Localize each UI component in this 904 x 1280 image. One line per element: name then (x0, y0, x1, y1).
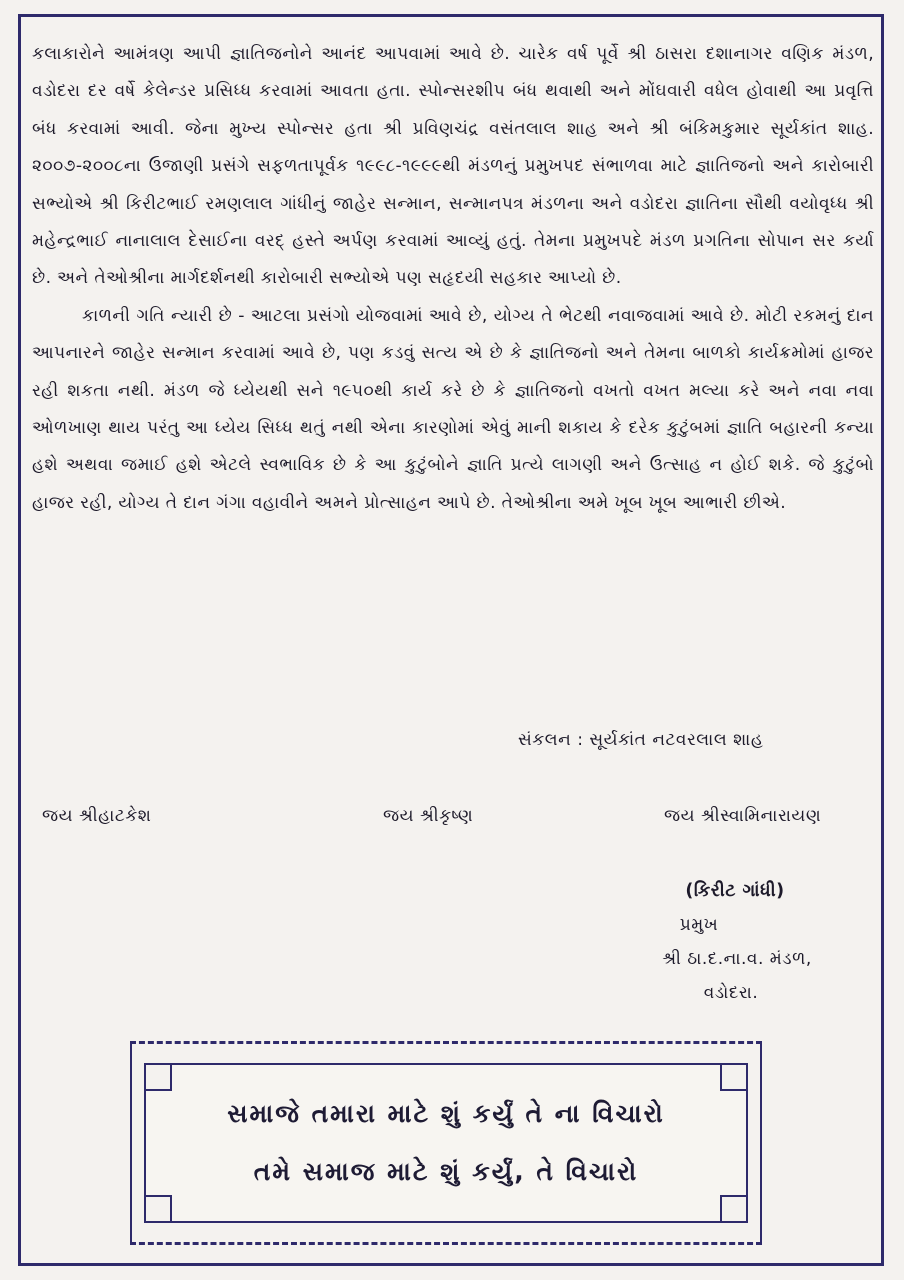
salutation-krishna: જય શ્રીકૃષ્ણ (383, 806, 474, 826)
paragraph-1: કલાકારોને આમંત્રણ આપી જ્ઞાતિજનોને આનંદ આપવામાં આવે છે. ચારેક વર્ષ પૂર્વે શ્રી ઠાસરા દશાનાગર વણિક મંડળ, વડોદરા દર વર્ષે કેલેન્ડર પ્રસિધ્ધ કરવામાં આવતા હતા. સ્પોન્સરશીપ બંધ થવાથી અને મોંઘવારી વધેલ હોવાથી આ પ્રવૃત્તિ બંધ કરવામાં આવી. જેના મુખ્ય સ્પોન્સર હતા શ્રી પ્રવિણચંદ્ર વસંતલાલ શાહ અને શ્રી બંકિમકુમાર સૂર્યકાંત શાહ. ૨૦૦૭-૨૦૦૮ના ઉજાણી પ્રસંગે સફળતાપૂર્વક ૧૯૯૮-૧૯૯૯થી મંડળનું પ્રમુખપદ સંભાળવા માટે જ્ઞાતિજનો અને કારોબારી સભ્યોએ શ્રી કિરીટભાઈ રમણલાલ ગાંધીનું જાહેર સન્માન, સન્માનપત્ર મંડળના અને વડોદરા જ્ઞાતિના સૌથી વયોવૃધ્ધ શ્રી મહેન્દ્રભાઈ નાનાલાલ દેસાઈના વરદ્ હસ્તે અર્પણ કરવામાં આવ્યું હતું. તેમના પ્રમુખપદે મંડળ પ્રગતિના સોપાન સર કર્યા છે. અને તેઓશ્રીના માર્ગદર્શનથી કારોબારી સભ્યોએ પણ સહૃદયી સહકાર આપ્યો છે. (32, 44, 874, 289)
motto-box (130, 1041, 762, 1245)
motto-line-2: તમે સમાજ માટે શું કર્યું, તે વિચારો (253, 1157, 639, 1186)
signature-block (600, 874, 870, 1010)
signatory-title: પ્રમુખ (679, 915, 719, 935)
signatory-organization: શ્રી ઠા.દ.ના.વ. મંડળ, (662, 949, 812, 969)
body-text (32, 36, 874, 522)
salutation-swaminarayan: જય શ્રીસ્વામિનારાયણ (664, 806, 822, 826)
compiler-credit: સંકલન : સૂર્યકાંત નટવરલાલ શાહ (518, 730, 764, 750)
signatory-name: (કિરીટ ગાંધી) (685, 881, 785, 901)
signatory-city: વડોદરા. (703, 983, 759, 1003)
motto-line-1: સમાજે તમારા માટે શું કર્યું તે ના વિચારો (227, 1099, 665, 1128)
salutation-hatkesh: જય શ્રીહાટકેશ (42, 806, 152, 826)
paragraph-2: કાળની ગતિ ન્યારી છે - આટલા પ્રસંગો યોજવામાં આવે છે, યોગ્ય તે ભેટથી નવાજવામાં આવે છે. મોટી રકમનું દાન આપનારને જાહેર સન્માન કરવામાં આવે છે, પણ કડવું સત્ય એ છે કે જ્ઞાતિજનો અને તેમના બાળકો કાર્યક્રમોમાં હાજર રહી શકતા નથી. મંડળ જે ધ્યેયથી સને ૧૯૫૦થી કાર્ય કરે છે કે જ્ઞાતિજનો વખતો વખત મલ્યા કરે અને નવા નવા ઓળખાણ થાય પરંતુ આ ધ્યેય સિધ્ધ થતું નથી એના કારણોમાં એવું માની શકાય કે દરેક કુટુંબમાં જ્ઞાતિ બહારની કન્યા હશે અથવા જમાઈ હશે એટલે સ્વભાવિક છે કે આ કુટુંબોને જ્ઞાતિ પ્રત્યે લાગણી અને ઉત્સાહ ન હોઈ શકે. જે કુટુંબો હાજર રહી, યોગ્ય તે દાન ગંગા વહાવીને અમને પ્રોત્સાહન આપે છે. તેઓશ્રીના અમે ખૂબ ખૂબ આભારી છીએ. (32, 305, 874, 513)
motto-text (144, 1085, 748, 1201)
